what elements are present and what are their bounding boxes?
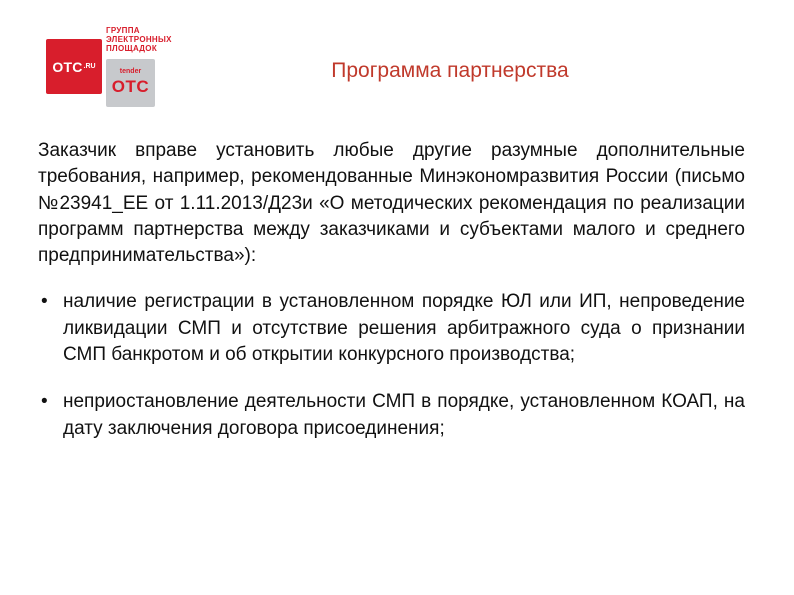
tender-logo-text: OTC [111, 77, 150, 96]
group-caption-line: ГРУППА [106, 26, 140, 35]
otc-logo-suffix: .RU [83, 63, 96, 70]
otc-ru-logo [46, 39, 102, 94]
group-caption [106, 26, 172, 53]
otc-logo-text: OTC [52, 58, 83, 75]
bullet-icon: • [41, 391, 48, 413]
intro-paragraph: Заказчик вправе установить любые другие разумные дополнительные требования, например, рекомендованные Минэкономразвития России (письмо №23941_ЕЕ от 1.11.2013/Д23и «О методических рекомендация по реализации программ партнерства между заказчиками и субъектами малого и среднего предпринимательства»): [38, 140, 745, 267]
requirements-list [38, 289, 745, 441]
list-item [38, 389, 745, 442]
tender-otc-logo [106, 59, 155, 107]
list-item [38, 289, 745, 368]
list-item-text: наличие регистрации в установленном порядке ЮЛ или ИП, непроведение ликвидации СМП и отсутствие решения арбитражного суда о признании СМП банкротом и об открытии конкурсного производства; [63, 291, 745, 366]
page-title: Программа партнерства [331, 59, 569, 82]
group-caption-line: ЭЛЕКТРОННЫХ [106, 35, 172, 44]
group-caption-line: ПЛОЩАДОК [106, 44, 158, 53]
slide-body [38, 138, 745, 463]
list-item-text: неприостановление деятельности СМП в порядке, установленном КОАП, на дату заключения договора присоединения; [63, 391, 745, 439]
tender-logo-caption: tender [119, 68, 142, 75]
bullet-icon: • [41, 291, 48, 313]
